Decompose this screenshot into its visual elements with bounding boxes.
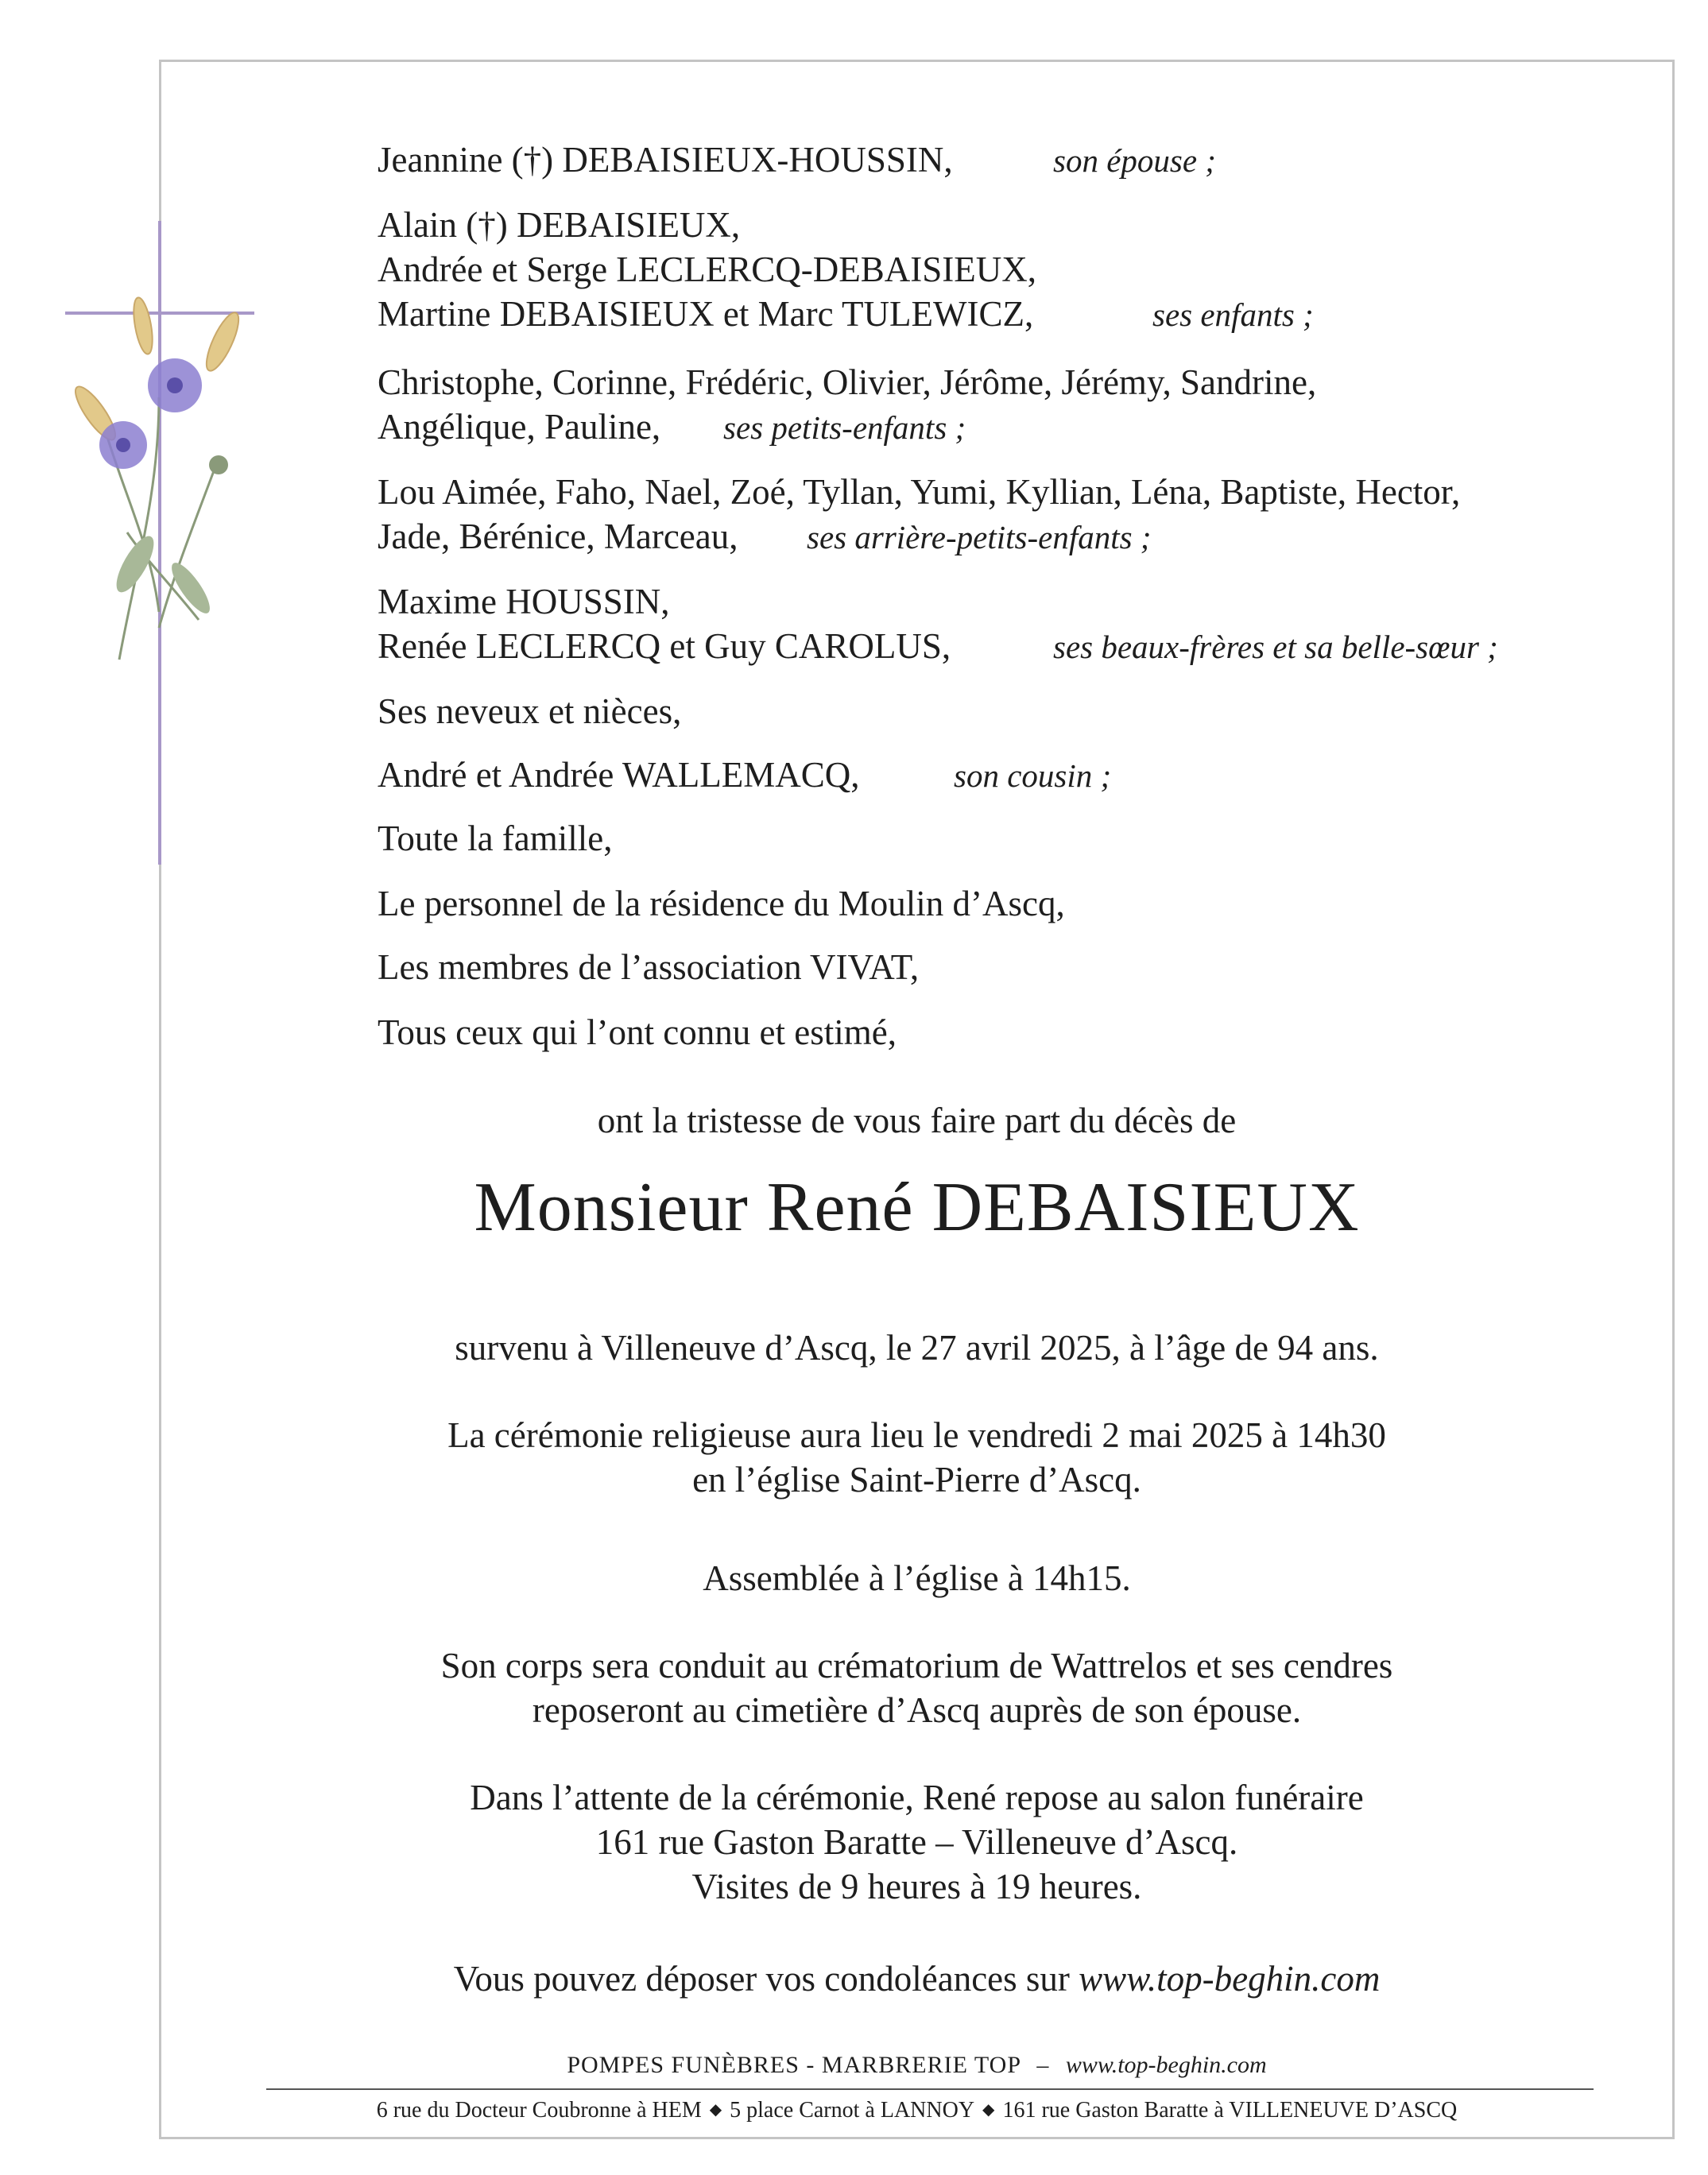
family-member-line: Christophe, Corinne, Frédéric, Olivier, Jérôme, Jérémy, Sandrine, xyxy=(378,362,1317,402)
family-member-line: Renée LECLERCQ et Guy CAROLUS, xyxy=(378,626,951,666)
death-info: survenu à Villeneuve d’Ascq, le 27 avril 2025, à l’âge de 94 ans. xyxy=(455,1328,1379,1368)
family-relation-label: ses arrière-petits-enfants ; xyxy=(807,519,1152,555)
family-member-line: Toute la famille, xyxy=(378,819,613,858)
family-relation-label: ses enfants ; xyxy=(1152,296,1314,333)
ceremony-line-1: La cérémonie religieuse aura lieu le vendredi 2 mai 2025 à 14h30 xyxy=(447,1415,1386,1455)
footer-dash: – xyxy=(1036,2052,1050,2078)
family-member-line: Jade, Bérénice, Marceau, xyxy=(378,517,738,556)
condolences-url-link[interactable]: www.top-beghin.com xyxy=(1079,1959,1381,1999)
family-member-line: Lou Aimée, Faho, Nael, Zoé, Tyllan, Yumi, Kyllian, Léna, Baptiste, Hector, xyxy=(378,472,1461,512)
family-member-line: Maxime HOUSSIN, xyxy=(378,582,670,621)
family-relation-label: son cousin ; xyxy=(954,757,1112,794)
footer-address: 161 rue Gaston Baratte à VILLENEUVE D’ASCQ xyxy=(1002,2098,1458,2123)
viewing-line-1: Dans l’attente de la cérémonie, René repose au salon funéraire xyxy=(470,1778,1364,1817)
deceased-name: Monsieur René DEBAISIEUX xyxy=(474,1169,1360,1246)
condolences-line xyxy=(159,1956,1675,2001)
footer-company-line xyxy=(159,2052,1675,2079)
footer-divider xyxy=(266,2088,1594,2090)
footer-address: 5 place Carnot à LANNOY xyxy=(730,2098,975,2123)
condolences-text: Vous pouvez déposer vos condoléances sur xyxy=(453,1959,1070,1999)
assembly-info: Assemblée à l’église à 14h15. xyxy=(703,1558,1131,1598)
footer-company-name: POMPES FUNÈBRES - MARBRERIE TOP xyxy=(567,2052,1021,2078)
cornflower-wheat-illustration xyxy=(40,294,270,707)
footer-url-link[interactable]: www.top-beghin.com xyxy=(1065,2052,1267,2078)
footer-address: 6 rue du Docteur Coubronne à HEM xyxy=(376,2098,702,2123)
family-member-line: André et Andrée WALLEMACQ, xyxy=(378,755,860,795)
announcement-text: ont la tristesse de vous faire part du décès de xyxy=(597,1101,1237,1140)
diamond-separator-icon: ◆ xyxy=(982,2101,995,2119)
viewing-line-2: 161 rue Gaston Baratte – Villeneuve d’Ascq. xyxy=(595,1822,1238,1862)
family-member-line: Alain (†) DEBAISIEUX, xyxy=(378,205,741,245)
ceremony-line-2: en l’église Saint-Pierre d’Ascq. xyxy=(692,1460,1141,1500)
diamond-separator-icon: ◆ xyxy=(709,2101,722,2119)
family-member-line: Jeannine (†) DEBAISIEUX-HOUSSIN, xyxy=(378,140,953,180)
family-member-line: Ses neveux et nièces, xyxy=(378,691,682,731)
viewing-line-3: Visites de 9 heures à 19 heures. xyxy=(691,1867,1142,1906)
family-member-line: Andrée et Serge LECLERCQ-DEBAISIEUX, xyxy=(378,250,1037,289)
cremation-line-1: Son corps sera conduit au crématorium de Wattrelos et ses cendres xyxy=(440,1646,1393,1685)
family-relation-label: ses beaux-frères et sa belle-sœur ; xyxy=(1053,629,1498,665)
cremation-line-2: reposeront au cimetière d’Ascq auprès de son épouse. xyxy=(532,1690,1302,1730)
family-member-line: Les membres de l’association VIVAT, xyxy=(378,947,920,987)
family-member-line: Tous ceux qui l’ont connu et estimé, xyxy=(378,1012,897,1052)
family-relation-label: son épouse ; xyxy=(1053,142,1216,179)
family-member-line: Angélique, Pauline, xyxy=(378,407,661,447)
family-relation-label: ses petits-enfants ; xyxy=(723,409,966,446)
family-member-line: Martine DEBAISIEUX et Marc TULEWICZ, xyxy=(378,294,1034,334)
footer-addresses xyxy=(159,2098,1675,2123)
family-member-line: Le personnel de la résidence du Moulin d’Ascq, xyxy=(378,884,1065,923)
